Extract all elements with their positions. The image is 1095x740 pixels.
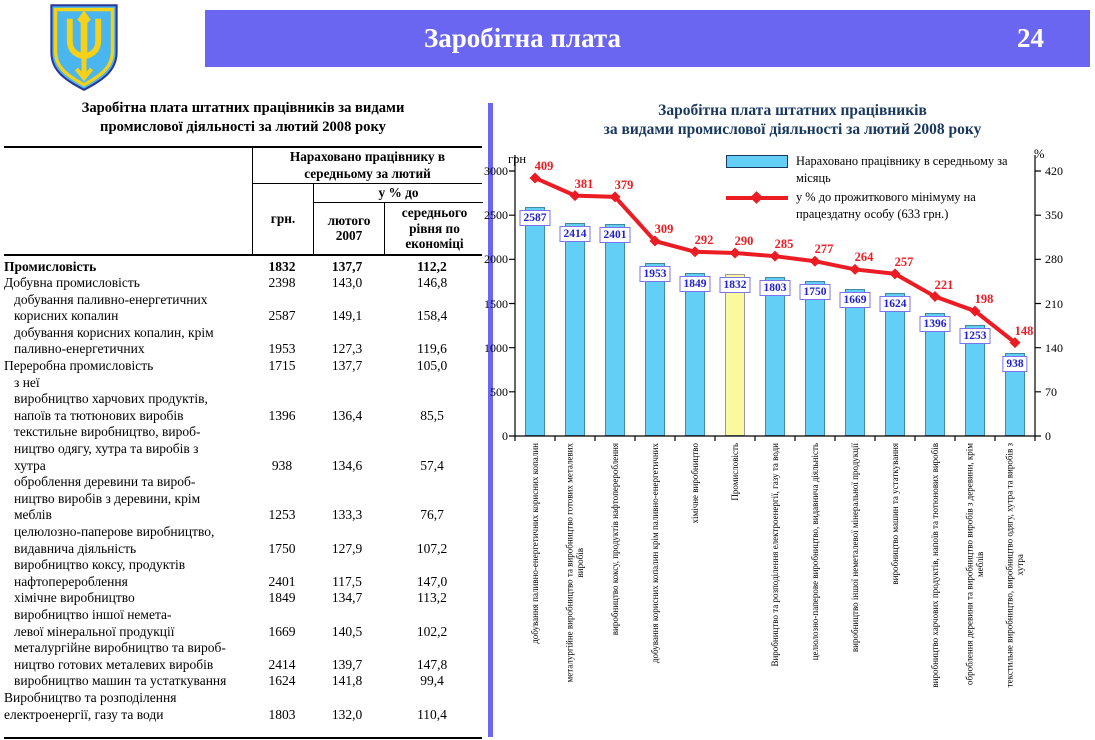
category-label: виробництво коксу, продуктів нафтоперероблення bbox=[609, 443, 620, 636]
row-pct-avg: 158,4 bbox=[416, 308, 448, 324]
row-uah: 1253 bbox=[268, 507, 296, 523]
row-pct-feb2007: 141,8 bbox=[331, 673, 363, 689]
right-axis-tick-350: 350 bbox=[1045, 208, 1063, 223]
bar-value-label: 1849 bbox=[680, 276, 711, 292]
right-axis-tick-280: 280 bbox=[1045, 252, 1063, 267]
category-label: металургійне виробництво та виробництво готових металевих виробів bbox=[564, 443, 585, 683]
row-label: оброблення деревини та вироб- ництво виробів з деревини, крім меблів bbox=[14, 474, 201, 523]
right-axis-tick-70: 70 bbox=[1045, 384, 1057, 399]
line-value-label: 409 bbox=[534, 158, 554, 173]
line-value-label: 257 bbox=[894, 254, 914, 269]
row-label: виробництво коксу, продуктів нафтоперероблення bbox=[14, 557, 186, 589]
line-value-label: 381 bbox=[574, 176, 594, 191]
column-header-pct-avg: середнього рівня по економіці bbox=[384, 203, 484, 254]
row-uah: 2414 bbox=[268, 656, 296, 672]
row-pct-avg: 85,5 bbox=[420, 407, 444, 423]
row-pct-avg: 113,2 bbox=[417, 590, 447, 606]
chart-title-line2: за видами промислової діяльності за лютий 2008 року bbox=[603, 121, 982, 138]
left-axis-tick-2500: 2500 bbox=[484, 208, 508, 223]
row-label: виробництво іншої немета- левої мінеральної продукції bbox=[14, 606, 175, 639]
row-label: Виробництво та розподілення електроенергії, газу та води bbox=[4, 689, 177, 722]
row-uah: 1715 bbox=[268, 358, 296, 374]
table-row bbox=[4, 640, 482, 673]
row-pct-avg: 110,4 bbox=[417, 706, 447, 722]
left-axis-tick-2000: 2000 bbox=[484, 252, 508, 267]
bar-value-label: 938 bbox=[1002, 356, 1027, 372]
table-row bbox=[4, 557, 482, 590]
row-pct-feb2007: 136,4 bbox=[331, 407, 363, 423]
column-header-uah: грн. bbox=[270, 210, 296, 226]
chart-area bbox=[484, 95, 1095, 740]
bar-value-label: 1253 bbox=[960, 328, 991, 344]
row-pct-feb2007: 132,0 bbox=[331, 706, 363, 722]
bar-value-label: 1832 bbox=[720, 277, 751, 293]
table-body bbox=[4, 259, 482, 724]
table-header-group bbox=[252, 148, 482, 254]
row-label: виробництво харчових продуктів, напоїв та тютюнових виробів bbox=[14, 391, 208, 423]
bar-value-label: 1803 bbox=[760, 280, 791, 296]
chart-title-line1: Заробітна плата штатних працівників bbox=[658, 102, 927, 119]
table-row bbox=[4, 325, 482, 358]
row-uah: 2587 bbox=[268, 308, 296, 324]
left-axis-tick-1500: 1500 bbox=[484, 296, 508, 311]
row-uah: 1849 bbox=[268, 590, 296, 606]
category-label: оброблення деревини та виробництво виробів з деревини, крім меблів bbox=[964, 443, 985, 685]
line-value-label: 198 bbox=[974, 292, 994, 307]
bar-value-label: 1624 bbox=[880, 296, 911, 312]
table-row bbox=[4, 292, 482, 325]
line-value-label: 290 bbox=[734, 234, 754, 249]
row-label: текстильне виробництво, вироб- ництво одягу, хутра та виробів з хутра bbox=[14, 424, 201, 473]
category-label: виробництво харчових продуктів, напоїв та тютюнових виробів bbox=[929, 443, 940, 688]
line-value-label: 264 bbox=[854, 250, 874, 265]
row-label: Добувна промисловість bbox=[4, 275, 140, 291]
row-pct-feb2007: 137,7 bbox=[331, 358, 363, 374]
row-pct-avg: 146,8 bbox=[416, 275, 448, 291]
wage-table bbox=[4, 146, 482, 723]
table-header bbox=[4, 146, 482, 256]
line-value-label: 221 bbox=[934, 277, 954, 292]
left-axis-tick-1000: 1000 bbox=[484, 340, 508, 355]
left-axis-tick-0: 0 bbox=[502, 429, 508, 443]
right-axis-tick-140: 140 bbox=[1045, 340, 1063, 355]
bar-value-label: 1669 bbox=[840, 292, 871, 308]
category-label: хімічне виробництво bbox=[689, 443, 700, 524]
right-axis-unit: % bbox=[1034, 147, 1045, 161]
row-pct-avg: 102,2 bbox=[416, 623, 448, 639]
row-label: Переробна промисловість bbox=[4, 358, 154, 374]
row-pct-feb2007: 139,7 bbox=[331, 656, 363, 672]
row-pct-feb2007: 134,6 bbox=[331, 457, 363, 473]
row-pct-avg: 107,2 bbox=[416, 540, 448, 556]
table-row bbox=[4, 690, 482, 723]
table-row bbox=[4, 524, 482, 557]
right-axis-tick-210: 210 bbox=[1045, 296, 1063, 311]
category-label: добування паливно-енергетичних корисних копалин bbox=[529, 443, 540, 644]
right-axis-tick-0: 0 bbox=[1045, 429, 1051, 443]
row-pct-feb2007: 140,5 bbox=[331, 623, 363, 639]
table-title bbox=[4, 99, 482, 137]
table-row bbox=[4, 607, 482, 640]
table-row bbox=[4, 474, 482, 524]
row-uah: 1624 bbox=[268, 673, 296, 689]
line-value-label: 309 bbox=[654, 222, 674, 237]
row-pct-feb2007: 137,7 bbox=[331, 258, 363, 274]
table-row bbox=[4, 590, 482, 607]
row-pct-feb2007: 127,3 bbox=[331, 341, 363, 357]
row-label: виробництво машин та устаткування bbox=[14, 673, 227, 689]
page-number: 24 bbox=[1017, 23, 1044, 53]
bar-series-label: Нараховано працівнику в середньому за місяць bbox=[796, 154, 1008, 185]
table-bottom-rule bbox=[4, 737, 482, 739]
row-pct-feb2007: 117,5 bbox=[332, 573, 362, 589]
table-header-group-title: Нараховано працівнику в середньому за лютий bbox=[253, 148, 482, 184]
table-row bbox=[4, 275, 482, 292]
bar-value-label: 2587 bbox=[520, 210, 551, 226]
row-label: з неї bbox=[14, 374, 40, 390]
row-pct-avg: 119,6 bbox=[417, 341, 447, 357]
line-value-label: 148 bbox=[1014, 323, 1034, 338]
table-row bbox=[4, 673, 482, 690]
table-header-empty-cell bbox=[4, 148, 252, 254]
line-value-label: 292 bbox=[694, 232, 714, 247]
row-label: добування корисних копалин, крім паливно-енергетичних bbox=[14, 324, 214, 357]
line-value-label: 277 bbox=[814, 242, 834, 257]
row-label: Промисловість bbox=[4, 258, 97, 274]
bar-value-label: 1750 bbox=[800, 284, 831, 300]
left-axis-tick-3000: 3000 bbox=[484, 164, 508, 178]
category-label: текстильне виробництво, виробництво одягу, хутра та виробів з хутра bbox=[1004, 443, 1025, 688]
row-pct-feb2007: 149,1 bbox=[331, 308, 363, 324]
table-panel bbox=[4, 0, 482, 740]
row-uah: 1803 bbox=[268, 706, 296, 722]
left-axis-tick-500: 500 bbox=[490, 384, 508, 399]
page-title: Заробітна плата bbox=[424, 23, 621, 53]
row-pct-avg: 147,8 bbox=[416, 656, 448, 672]
bar-value-label: 1396 bbox=[920, 316, 951, 332]
table-title-line1: Заробітна плата штатних працівників за видами bbox=[81, 100, 405, 116]
row-label: хімічне виробництво bbox=[14, 590, 135, 606]
row-label: целюлозно-паперове виробництво, видавнича діяльність bbox=[14, 524, 215, 556]
column-header-pct-group: у % до bbox=[314, 184, 483, 203]
line-value-label: 285 bbox=[774, 237, 794, 252]
row-pct-feb2007: 133,3 bbox=[331, 507, 363, 523]
column-header-pct-feb2007: лютого 2007 bbox=[327, 212, 371, 244]
bar-value-label: 2401 bbox=[600, 227, 631, 243]
table-row bbox=[4, 358, 482, 375]
bar-value-label: 2414 bbox=[560, 226, 591, 242]
table-row bbox=[4, 391, 482, 424]
row-uah: 1832 bbox=[268, 258, 296, 274]
category-label: добування корисних копалин крім паливно-енергетичних bbox=[649, 443, 660, 664]
row-uah: 1669 bbox=[268, 623, 296, 639]
row-uah: 1396 bbox=[268, 407, 296, 423]
category-label: Виробництво та розподілення електроенергії, газу та води bbox=[769, 443, 780, 667]
row-pct-avg: 76,7 bbox=[420, 507, 444, 523]
table-title-line2: промислової діяльності за лютий 2008 року bbox=[100, 119, 386, 135]
row-pct-avg: 112,2 bbox=[417, 258, 447, 274]
row-uah: 1750 bbox=[268, 540, 296, 556]
category-label: виробництво машин та устаткування bbox=[889, 443, 900, 585]
row-label: металургійне виробництво та вироб- ництво готових металевих виробів bbox=[14, 640, 226, 672]
category-label: целюлозно-паперове виробництво, видавнича діяльність bbox=[809, 443, 820, 661]
left-axis-unit: грн bbox=[508, 152, 527, 166]
table-row bbox=[4, 424, 482, 474]
table-row bbox=[4, 259, 482, 276]
row-label: добування паливно-енергетичних корисних копалин bbox=[14, 291, 208, 324]
row-pct-feb2007: 127,9 bbox=[331, 540, 363, 556]
row-uah: 2398 bbox=[268, 275, 296, 291]
category-label: виробництво іншої неметалевої мінеральної продукції bbox=[849, 443, 860, 653]
row-pct-feb2007: 143,0 bbox=[331, 275, 363, 291]
row-pct-avg: 105,0 bbox=[416, 358, 448, 374]
category-label: Промисловість bbox=[729, 443, 740, 501]
row-pct-avg: 147,0 bbox=[416, 573, 448, 589]
row-uah: 938 bbox=[271, 457, 293, 473]
row-pct-avg: 57,4 bbox=[420, 457, 444, 473]
row-pct-avg: 99,4 bbox=[420, 673, 444, 689]
line-series-label: у % до прожиткового мінімуму на працездатну особу (633 грн.) bbox=[796, 190, 976, 221]
line-value-label: 379 bbox=[614, 177, 634, 192]
row-pct-feb2007: 134,7 bbox=[331, 590, 363, 606]
row-uah: 1953 bbox=[268, 341, 296, 357]
row-uah: 2401 bbox=[268, 573, 296, 589]
right-axis-tick-420: 420 bbox=[1045, 164, 1063, 178]
bar-value-label: 1953 bbox=[640, 266, 671, 282]
table-row bbox=[4, 375, 482, 392]
